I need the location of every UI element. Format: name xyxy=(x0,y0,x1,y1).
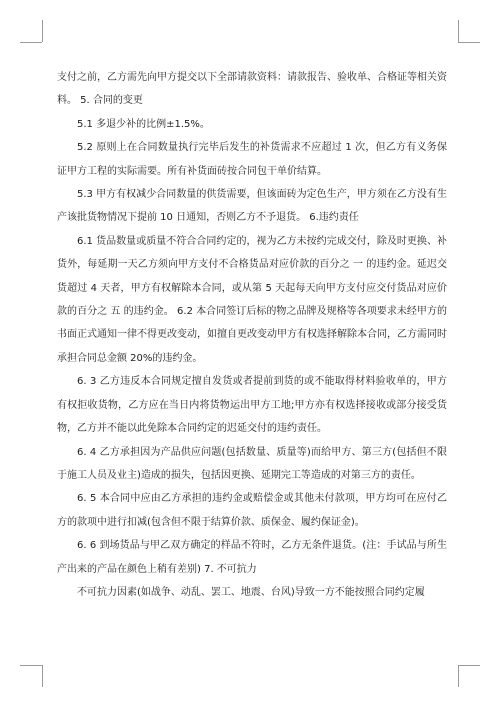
crop-mark-top-left-h xyxy=(20,42,42,43)
paragraph: 6.1 货品数量或质量不符合合同约定的，视为乙方未按约完成交付，除及时更换、补货外，每延期一天乙方须向甲方支付不合格货品对应价款的百分之 一 的违约金。延迟交货超过 4 天者，甲方有权解除本合同，或从第 5 天起每天向甲方支付应交付货品对应价款的百分之 五 的违约金。 6.2 本合同签订后标的物之品牌及规格等各项要求未经甲方的书面正式通知一律不得更改变动，如擅自更改变动甲方有权选择解除本合同，乙方需同时承担合同总金额 20%的违约金。 xyxy=(57,235,447,364)
crop-mark-bottom-right-v xyxy=(458,665,459,687)
paragraph: 6. 5 本合同中应由乙方承担的违约金或赔偿金或其他未付款项，甲方均可在应付乙方的款项中进行扣减(包含但不限于结算价款、质保金、履约保证金)。 xyxy=(57,493,447,528)
document-body xyxy=(57,66,447,604)
paragraph: 6. 6 到场货品与甲乙双方确定的样品不符时，乙方无条件退货。(注：手试品与所生产出来的产品在颜色上稍有差别) 7. 不可抗力 xyxy=(57,540,447,575)
crop-mark-bottom-right-h xyxy=(458,665,480,666)
paragraph: 6. 4 乙方承担因为产品供应问题(包括数量、质量等)而给甲方、第三方(包括但不限于施工人员及业主)造成的损失，包括因更换、延期完工等造成的对第三方的责任。 xyxy=(57,446,447,481)
crop-mark-top-right-v xyxy=(458,20,459,42)
paragraph: 不可抗力因素(如战争、动乱、罢工、地震、台风)导致一方不能按照合同约定履 xyxy=(77,586,425,598)
crop-mark-top-left-v xyxy=(42,20,43,42)
crop-mark-top-right-h xyxy=(458,42,480,43)
crop-mark-bottom-left-h xyxy=(20,665,42,666)
paragraph: 6. 3 乙方违反本合同规定擅自发货或者提前到货的或不能取得材料验收单的，甲方有权拒收货物，乙方应在当日内将货物运出甲方工地;甲方亦有权选择接收或部分接受货物，乙方并不能以此免除本合同约定的迟延交付的违约责任。 xyxy=(57,376,447,435)
paragraph: 5.2 原则上在合同数量执行完毕后发生的补货需求不应超过 1 次，但乙方有义务保证甲方工程的实际需要。所有补货面砖按合同包干单价结算。 xyxy=(57,142,447,177)
paragraph: 5.3 甲方有权减少合同数量的供货需要，但该面砖为定色生产，甲方须在乙方没有生产该批货物情况下提前 10 日通知，否则乙方不予退货。 6.违约责任 xyxy=(57,189,447,224)
paragraph: 支付之前，乙方需先向甲方提交以下全部请款资料：请款报告、验收单、合格证等相关资料。 5. 合同的变更 xyxy=(57,72,447,107)
paragraph: 5.1 多退少补的比例±1.5%。 xyxy=(77,118,210,130)
crop-mark-bottom-left-v xyxy=(42,665,43,687)
